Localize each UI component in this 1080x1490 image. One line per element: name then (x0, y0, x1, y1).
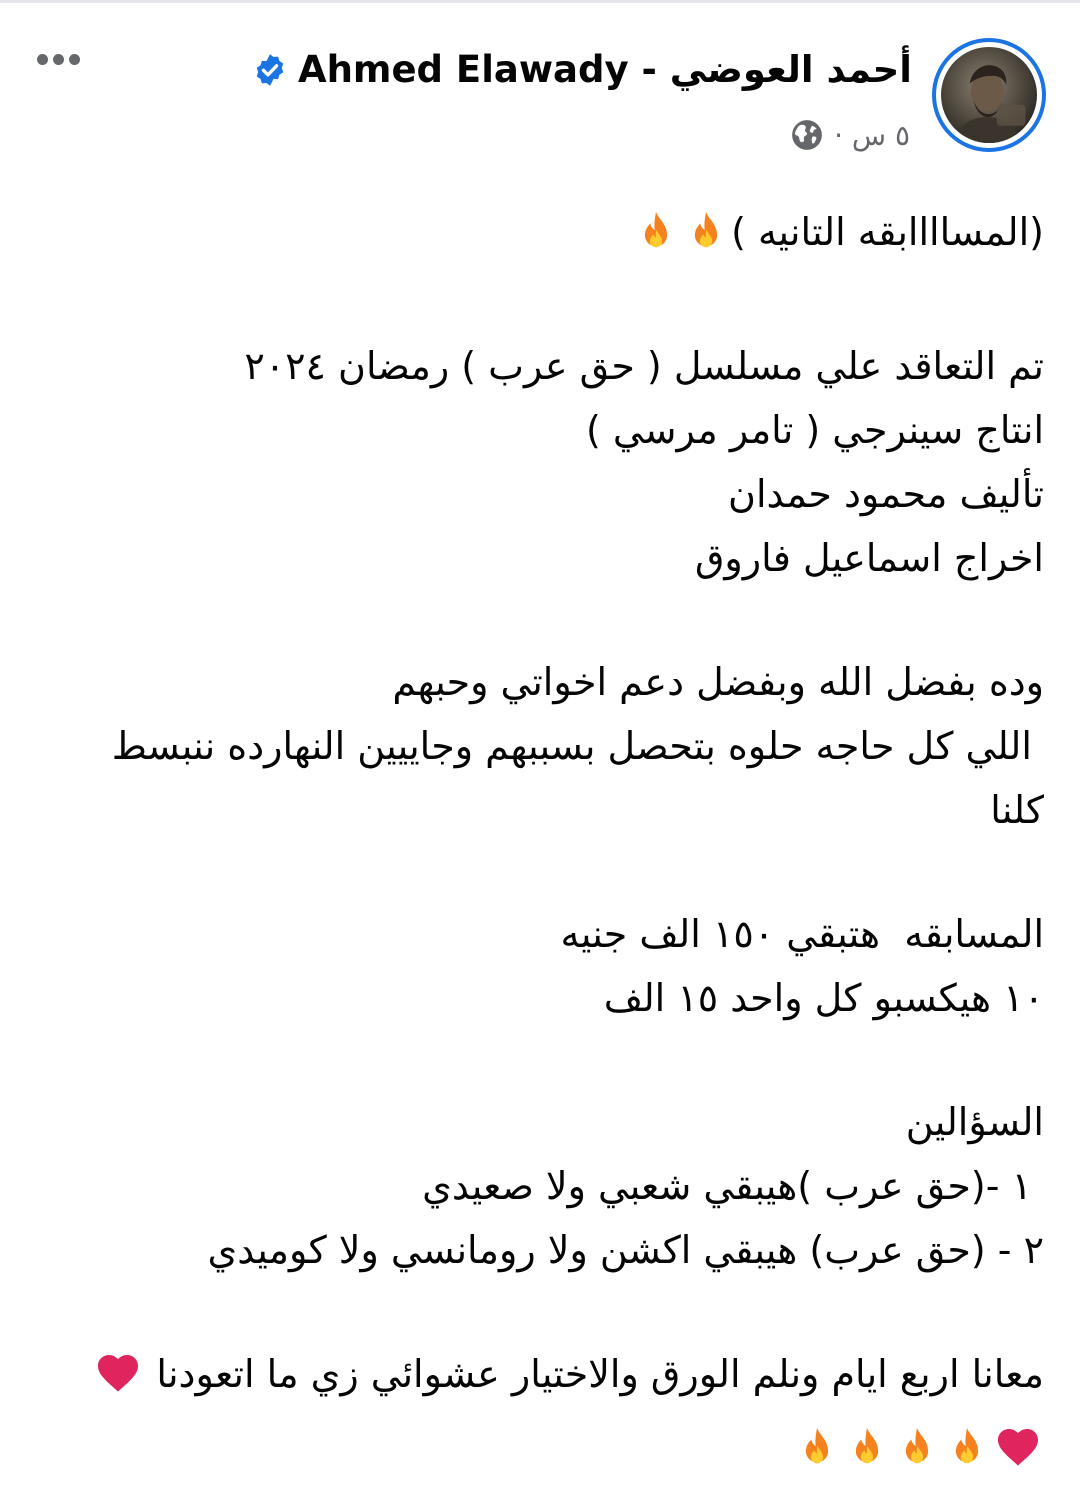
fire-emoji-icon (794, 1425, 840, 1490)
paragraph-gap (54, 590, 1044, 650)
post-line: المسابقه هتبقي ١٥٠ الف جنيه (560, 912, 1044, 956)
post-line: وده بفضل الله وبفضل دعم اخواتي وحبهم (392, 660, 1044, 704)
post-line: ٢ - (حق عرب) هيبقي اكشن ولا رومانسي ولا كوميدي (207, 1228, 1044, 1272)
paragraph-gap (54, 842, 1044, 902)
author-name[interactable]: Ahmed Elawady - أحمد العوضي (297, 48, 912, 91)
paragraph-gap (54, 1030, 1044, 1090)
post-meta (790, 118, 910, 152)
post-line-emojis (54, 1416, 1044, 1490)
post-line: كلنا (990, 788, 1044, 832)
more-options-button[interactable] (28, 44, 88, 74)
fire-emoji-icon (944, 1425, 990, 1490)
post-line: ١ -(حق عرب )هيبقي شعبي ولا صعيدي (422, 1164, 1044, 1208)
post-line: اخراج اسماعيل فاروق (694, 536, 1044, 580)
globe-icon[interactable] (790, 118, 824, 152)
post-line-text: معانا اربع ايام ونلم الورق والاختيار عشوائي زي ما اتعودنا (156, 1352, 1044, 1396)
post-line: اللي كل حاجه حلوه بتحصل بسببهم وجاييين النهارده ننبسط (111, 724, 1044, 768)
post-text (54, 200, 1044, 1490)
fire-emoji-icon (894, 1425, 940, 1490)
profile-avatar[interactable] (932, 38, 1046, 152)
post-line: تم التعاقد علي مسلسل ( حق عرب ) رمضان ٢٠٢٤ (244, 344, 1044, 388)
more-options-icon (37, 54, 48, 65)
post-line (54, 200, 1044, 274)
fire-emoji-icon (844, 1425, 890, 1490)
post-line (54, 1342, 1044, 1416)
verified-badge-icon (252, 52, 288, 88)
post-header (0, 36, 1080, 166)
paragraph-gap (54, 274, 1044, 334)
avatar (941, 47, 1037, 143)
more-options-dot (53, 54, 64, 65)
post-line-text: (المساااابقه التانيه ) (731, 210, 1044, 254)
fire-emoji-icon (683, 209, 729, 274)
heart-emoji-icon (94, 1349, 142, 1416)
post-line: تأليف محمود حمدان (728, 472, 1044, 516)
post-line: السؤالين (905, 1100, 1044, 1144)
paragraph-gap (54, 1282, 1044, 1342)
fire-emoji-icon (633, 209, 679, 274)
post-line: ١٠ هيكسبو كل واحد ١٥ الف (603, 976, 1044, 1020)
more-options-dot (69, 54, 80, 65)
top-divider (0, 0, 1080, 3)
post-line: انتاج سينرجي ( تامر مرسي ) (586, 408, 1044, 452)
heart-emoji-icon (994, 1423, 1042, 1490)
post-timestamp[interactable]: ٥ س · (834, 118, 910, 152)
author-row (252, 48, 912, 91)
avatar-photo (941, 47, 1037, 143)
